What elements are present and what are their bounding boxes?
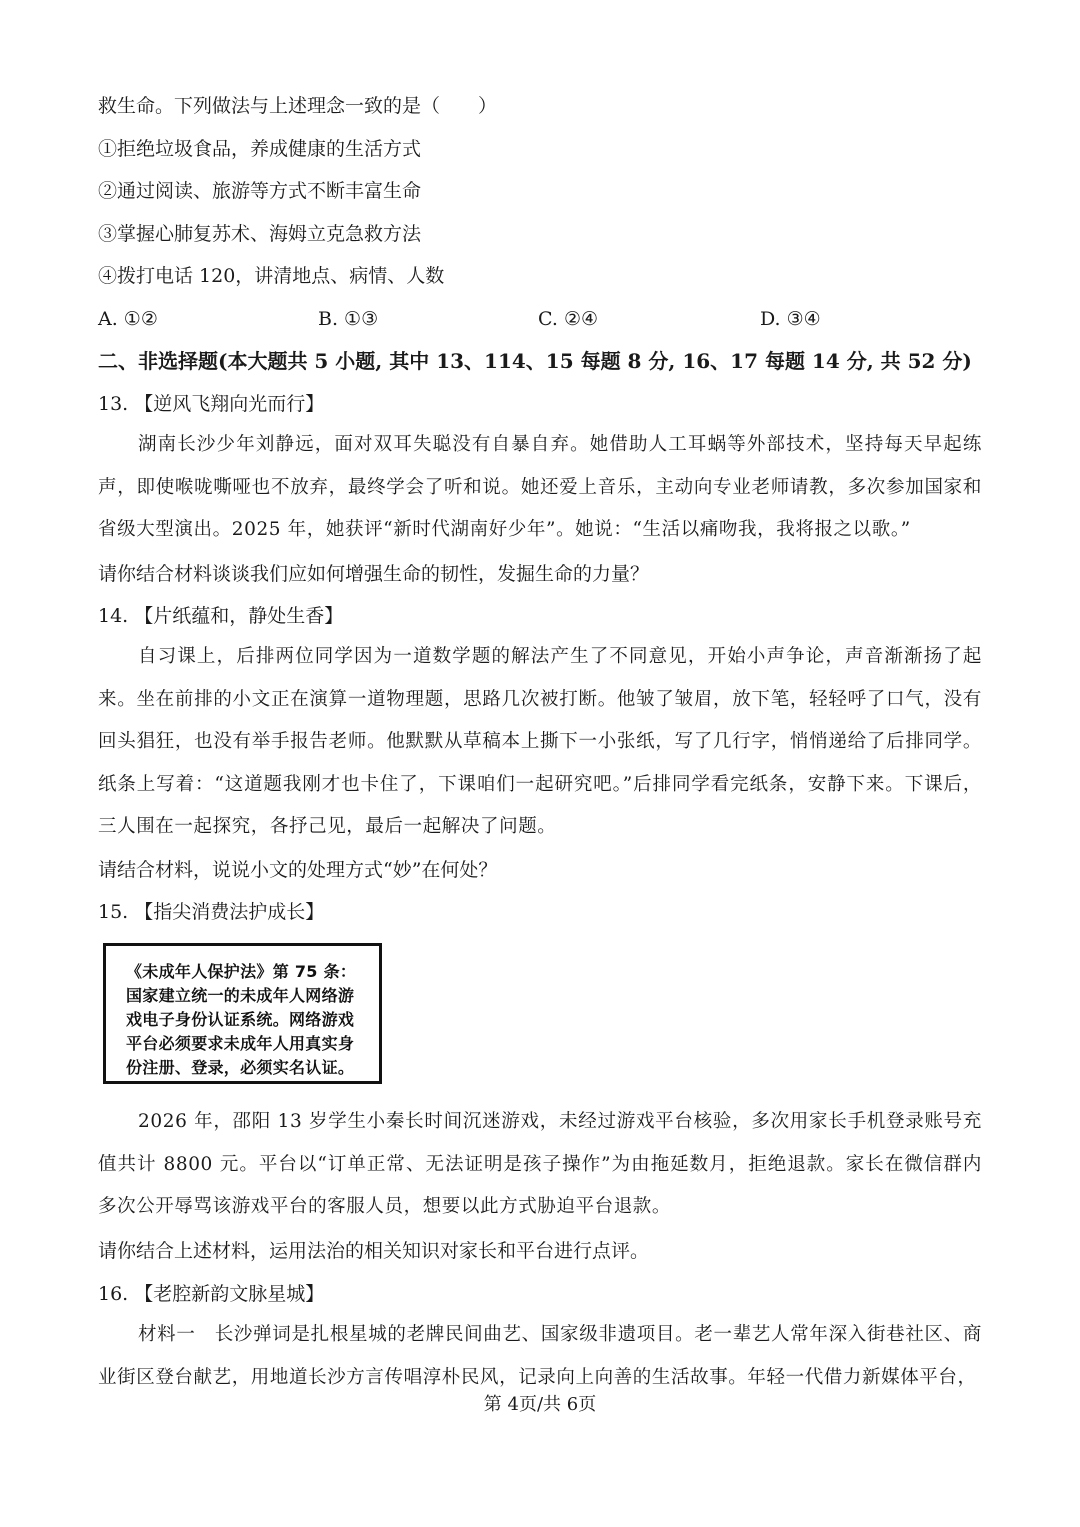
q14-question: 请结合材料，说说小文的处理方式“妙”在何处？ <box>98 859 498 881</box>
q14-material: 自习课上，后排两位同学因为一道数学题的解法产生了不同意见，开始小声争论，声音渐渐扬了起来。坐在前排的小文正在演算一道物理题，思路几次被打断。他皱了皱眉，放下笔，轻轻呼了口气，没有回头猖狂，也没有举手报告老师。他默默从草稿本上撕下一小张纸，写了几行字，悄悄递给了后排同学。纸条上写着：“这道题我刚才也卡住了，下课咱们一起研究吧。”后排同学看完纸条，安静下来。下课后，三人围在一起探究，各抒己见，最后一起解决了问题。 <box>98 646 982 837</box>
q16-title: 16. 【老腔新韵文脉星城】 <box>98 1283 325 1305</box>
q12-option-a: A. ①② <box>98 308 158 330</box>
law-article-box <box>103 943 382 1084</box>
section-2-heading: 二、非选择题(本大题共 5 小题, 其中 13、114、15 每题 8 分, 16、17 每题 14 分, 共 52 分) <box>98 349 972 373</box>
q14-title: 14. 【片纸蕴和，静处生香】 <box>98 605 344 627</box>
q15-question: 请你结合上述材料，运用法治的相关知识对家长和平台进行点评。 <box>98 1240 650 1262</box>
q13-title: 13. 【逆风飞翔向光而行】 <box>98 393 325 415</box>
q12-item-3: ③掌握心肺复苏术、海姆立克急救方法 <box>98 223 422 245</box>
q13-question: 请你结合材料谈谈我们应如何增强生命的韧性，发掘生命的力量？ <box>98 563 650 585</box>
q15-material: 2026 年，邵阳 13 岁学生小秦长时间沉迷游戏，未经过游戏平台核验，多次用家长手机登录账号充值共计 8800 元。平台以“订单正常、无法证明是孩子操作”为由拖延数月，拒绝退款。家长在微信群内多次公开辱骂该游戏平台的客服人员，想要以此方式胁迫平台退款。 <box>98 1111 982 1217</box>
q13-material: 湖南长沙少年刘静远，面对双耳失聪没有自暴自弃。她借助人工耳蜗等外部技术，坚持每天早起练声，即使喉咙嘶哑也不放弃，最终学会了听和说。她还爱上音乐，主动向专业老师请教，多次参加国家和省级大型演出。2025 年，她获评“新时代湖南好少年”。她说：“生活以痛吻我，我将报之以歌。” <box>98 434 982 540</box>
q12-option-c: C. ②④ <box>538 308 599 330</box>
q16-material: 材料一 长沙弹词是扎根星城的老牌民间曲艺、国家级非遗项目。老一辈艺人常年深入街巷社区、商业街区登台献艺，用地道长沙方言传唱淳朴民风，记录向上向善的生活故事。年轻一代借力新媒体平台， <box>98 1324 982 1388</box>
q12-item-4: ④拨打电话 120，讲清地点、病情、人数 <box>98 265 445 287</box>
law-article-text: 《未成年人保护法》第 75 条：国家建立统一的未成年人网络游戏电子身份认证系统。网络游戏平台必须要求未成年人用真实身份注册、登录，必须实名认证。 <box>126 962 357 1077</box>
page-number-footer: 第 4页/共 6页 <box>483 1394 597 1415</box>
q12-stem-tail: 救生命。下列做法与上述理念一致的是（ ） <box>98 95 498 117</box>
q12-item-1: ①拒绝垃圾食品，养成健康的生活方式 <box>98 138 422 160</box>
q12-item-2: ②通过阅读、旅游等方式不断丰富生命 <box>98 180 422 202</box>
q12-option-d: D. ③④ <box>760 308 821 330</box>
q12-option-b: B. ①③ <box>318 308 379 330</box>
q15-title: 15. 【指尖消费法护成长】 <box>98 901 325 923</box>
